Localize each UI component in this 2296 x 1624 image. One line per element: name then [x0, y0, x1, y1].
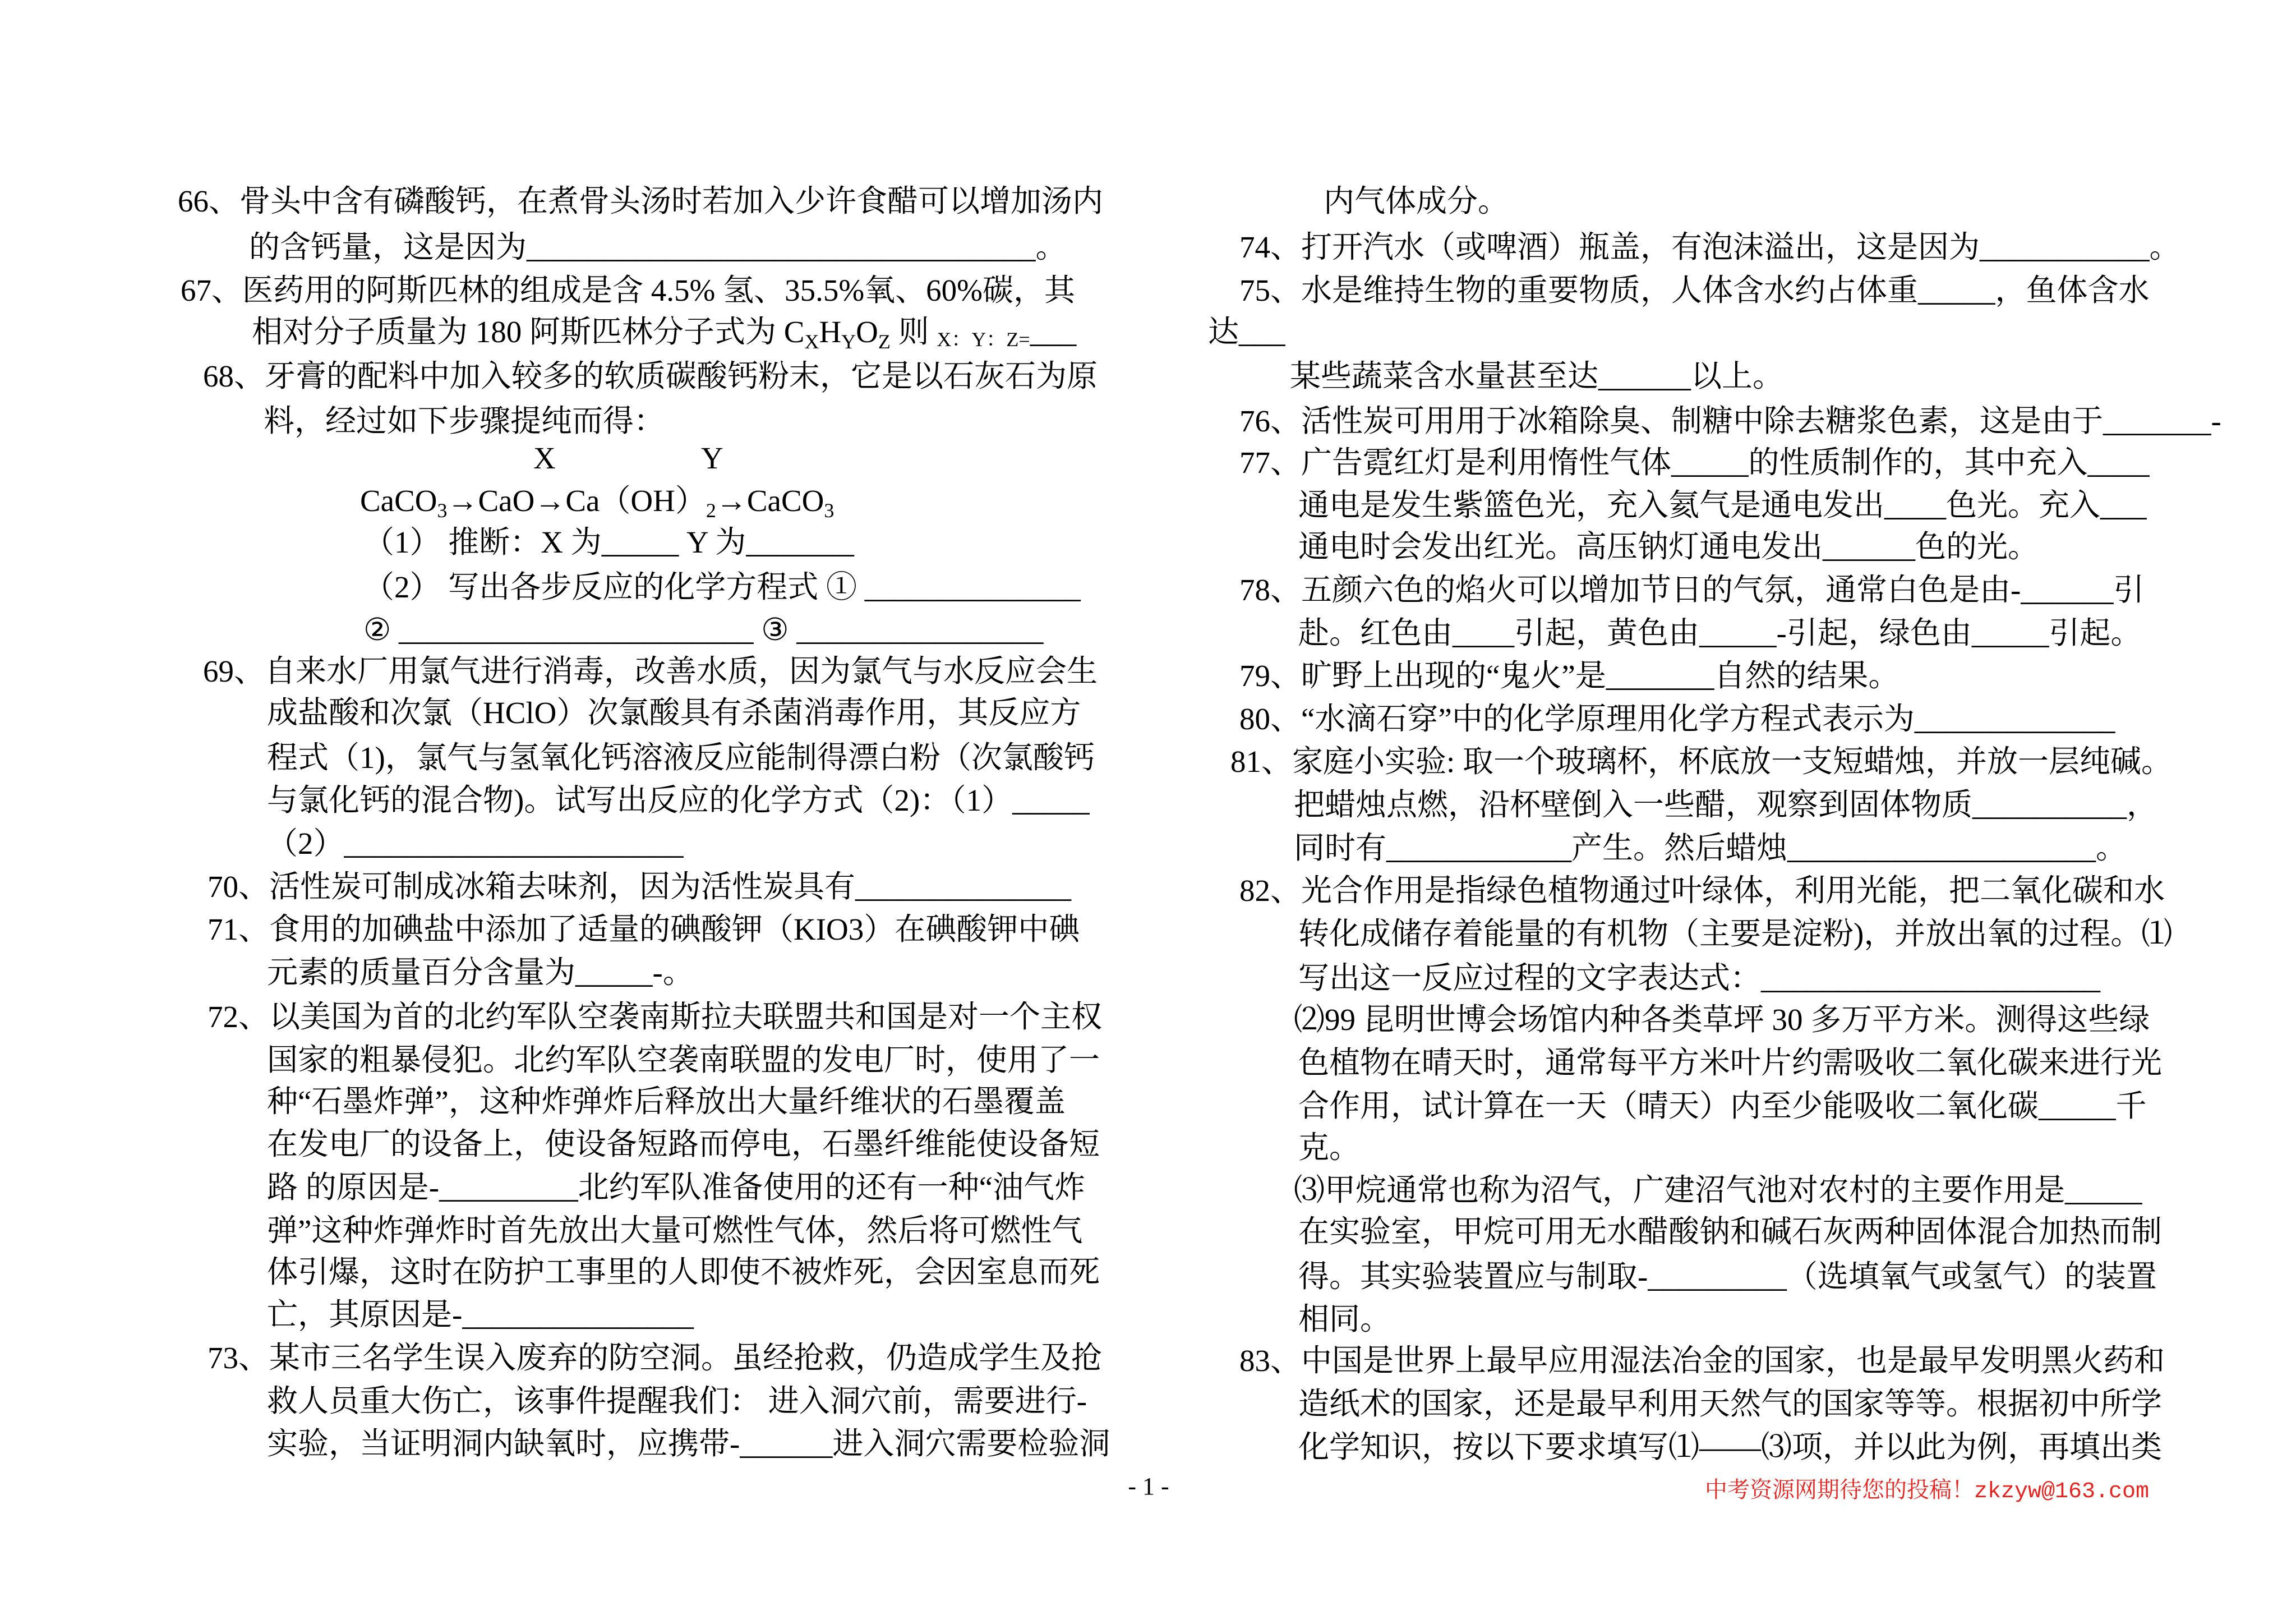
- q82-line-11: 相同。: [1298, 1302, 1391, 1336]
- ratio-label: X：Y：Z=: [937, 328, 1030, 351]
- q82-line-5: 色植物在晴天时，通常每平方米叶片约需吸收二氧化碳来进行光: [1298, 1046, 2163, 1080]
- then-text: 则: [890, 315, 937, 349]
- q82-line-4: ⑵99 昆明世博会场馆内种各类草坪 30 多万平方米。测得这些绿: [1294, 1002, 2150, 1037]
- q77-line-1: 77、广告霓红灯是利用惰性气体_____的性质制作的，其中充入____: [1239, 445, 2150, 480]
- q72-line-6: 弹”这种炸弹炸时首先放出大量可燃性气体，然后将可燃性气: [267, 1213, 1083, 1248]
- q72-line-8: 亡，其原因是-_______________: [267, 1298, 694, 1332]
- q72-line-5: 路 的原因是-_________北约军队准备使用的还有一种“油气炸: [267, 1170, 1085, 1204]
- q69-line-2: 成盐酸和次氯（HClO）次氯酸具有杀菌消毒作用，其反应方: [267, 696, 1081, 730]
- q83-line-3: 化学知识，按以下要求填写⑴——⑶项，并以此为例，再填出类: [1298, 1430, 2163, 1464]
- q82-line-2: 转化成储存着能量的有机物（主要是淀粉)，并放出氧的过程。⑴: [1298, 917, 2173, 951]
- subscript-2: 2: [706, 499, 716, 522]
- q82-line-9: 在实验室，甲烷可用无水醋酸钠和碱石灰两种固体混合加热而制: [1298, 1214, 2163, 1249]
- q81-line-1: 81、家庭小实验: 取一个玻璃杯，杯底放一支短蜡烛，并放一层纯碱。: [1230, 744, 2173, 779]
- q82-line-7: 克。: [1298, 1130, 1361, 1165]
- q83-line-2: 造纸术的国家，还是最早利用天然气的国家等等。根据初中所学: [1298, 1387, 2163, 1421]
- q73-line-2: 救人员重大伤亡，该事件提醒我们： 进入洞穴前，需要进行-: [267, 1384, 1087, 1418]
- q68-part-2-answers: ② _______________________ ③ ________________: [363, 613, 1044, 647]
- q81-line-2: 把蜡烛点燃，沿杯壁倒入一些醋，观察到固体物质__________，: [1294, 788, 2158, 822]
- q73-line-1: 73、某市三名学生误入废弃的防空洞。虽经抢救，仍造成学生及抢: [208, 1341, 1103, 1375]
- reagent-x-label: X: [533, 441, 556, 475]
- q77-line-3: 通电时会发出红光。高压钠灯通电发出______色的光。: [1298, 530, 2039, 564]
- scheme-middle: →CaO→Ca（OH）: [447, 484, 706, 518]
- q82-line-6: 合作用，试计算在一天（晴天）内至少能吸收二氧化碳_____千: [1298, 1089, 2147, 1123]
- q67-line-1: 67、医药用的阿斯匹林的组成是含 4.5% 氢、35.5%氧、60%碳，其: [181, 273, 1075, 307]
- q83-line-1: 83、中国是世界上最早应用湿法冶金的国家，也是最早发明黑火药和: [1239, 1344, 2165, 1378]
- q75-line-2: 达___: [1208, 315, 1285, 349]
- subscript-y: Y: [841, 330, 856, 353]
- scheme-caco-start: CaCO: [360, 484, 437, 518]
- q82-line-10: 得。其实验装置应与制取-_________（选填氧气或氢气）的装置: [1298, 1259, 2157, 1294]
- q66-line-2: 的含钙量，这是因为_________________________________。: [249, 230, 1067, 264]
- q80-line-1: 80、“水滴石穿”中的化学原理用化学方程式表示为_____________: [1239, 702, 2115, 736]
- q72-line-1: 72、以美国为首的北约军队空袭南斯拉夫联盟共和国是对一个主权: [208, 1000, 1103, 1034]
- q68-part-2: （2） 写出各步反应的化学方程式 ① ______________: [363, 570, 1081, 604]
- q66-line-1: 66、骨头中含有磷酸钙，在煮骨头汤时若加入少许食醋可以增加汤内: [178, 184, 1104, 218]
- q73-line-3: 实验，当证明洞内缺氧时，应携带-______进入洞穴需要检验洞: [267, 1427, 1110, 1461]
- q72-line-3: 种“石墨炸弹”，这种炸弹炸后释放出大量纤维状的石墨覆盖: [267, 1084, 1066, 1119]
- q71-line-2: 元素的质量百分含量为_____-。: [267, 955, 694, 990]
- q78-line-1: 78、五颜六色的焰火可以增加节日的气氛，通常白色是由-______引: [1239, 573, 2145, 607]
- q73-line-4: 内气体成分。: [1324, 184, 1509, 218]
- page-number: - 1 -: [1128, 1473, 1169, 1500]
- q67-line-2: [252, 314, 1076, 360]
- q68-reaction-scheme: [360, 483, 834, 528]
- q69-line-4: 与氯化钙的混合物)。试写出反应的化学方式（2)：（1）_____: [267, 783, 1090, 817]
- oxygen-symbol: O: [856, 315, 878, 349]
- q82-line-8: ⑶甲烷通常也称为沼气，广建沼气池对农村的主要作用是_____: [1294, 1173, 2142, 1207]
- q68-line-2: 料，经过如下步骤提纯而得：: [264, 404, 665, 438]
- q72-line-7: 体引爆，这时在防护工事里的人即使不被炸死，会因室息而死: [267, 1255, 1100, 1289]
- q70-line-1: 70、活性炭可制成冰箱去味剂，因为活性炭具有______________: [208, 869, 1072, 904]
- q78-line-2: 赴。红色由____引起，黄色由_____-引起，绿色由_____引起。: [1298, 616, 2142, 650]
- q72-line-4: 在发电厂的设备上，使设备短路而停电，石墨纤维能使设备短: [267, 1127, 1100, 1161]
- subscript-z: Z: [878, 330, 891, 353]
- subscript-x: X: [804, 330, 819, 353]
- subscript-3: 3: [437, 499, 448, 522]
- q69-line-5: （2）______________________: [267, 826, 684, 861]
- q76-line-1: 76、活性炭可用用于冰箱除臭、制糖中除去糖浆色素，这是由于_______-: [1239, 404, 2221, 438]
- ratio-blank: ___: [1030, 315, 1077, 349]
- scheme-caco-end: →CaCO: [716, 484, 824, 518]
- q82-line-1: 82、光合作用是指绿色植物通过叶绿体，利用光能，把二氧化碳和水: [1239, 873, 2165, 908]
- q71-line-1: 71、食用的加碘盐中添加了适量的碘酸钾（KIO3）在碘酸钾中碘: [208, 912, 1080, 946]
- q75-line-3: 某些蔬菜含水量甚至达______以上。: [1290, 359, 1784, 393]
- q79-line-1: 79、旷野上出现的“鬼火”是_______自然的结果。: [1239, 659, 1899, 693]
- q68-line-1: 68、牙膏的配料中加入较多的软质碳酸钙粉末，它是以石灰石为原: [203, 359, 1098, 393]
- q74-line-1: 74、打开汽水（或啤酒）瓶盖，有泡沫溢出，这是因为___________。: [1239, 230, 2180, 264]
- q68-part-1: （1） 推断：X 为_____ Y 为_______: [363, 525, 854, 559]
- q69-line-1: 69、自来水厂用氯气进行消毒，改善水质，因为氯气与水反应会生: [203, 654, 1098, 688]
- formula-prefix-text: 相对分子质量为 180 阿斯匹林分子式为 C: [252, 315, 805, 349]
- q75-line-1: 75、水是维持生物的重要物质，人体含水约占体重_____，鱼体含水: [1239, 273, 2150, 307]
- q69-line-3: 程式（1)，氯气与氢氧化钙溶液反应能制得漂白粉（次氯酸钙: [267, 740, 1095, 775]
- q77-line-2: 通电是发生紫篮色光，充入氦气是通电发出____色光。充入___: [1298, 488, 2147, 522]
- footer-note: 中考资源网期待您的投稿！zkzyw@163.com: [1705, 1479, 2150, 1505]
- q81-line-3: 同时有____________产生。然后蜡烛____________________。: [1294, 831, 2127, 865]
- q82-line-3: 写出这一反应过程的文字表达式：______________________: [1298, 961, 2101, 995]
- q72-line-2: 国家的粗暴侵犯。北约军队空袭南联盟的发电厂时，使用了一: [267, 1043, 1100, 1077]
- subscript-3-end: 3: [824, 499, 835, 522]
- hydrogen-symbol: H: [819, 315, 842, 349]
- reagent-y-label: Y: [701, 441, 723, 475]
